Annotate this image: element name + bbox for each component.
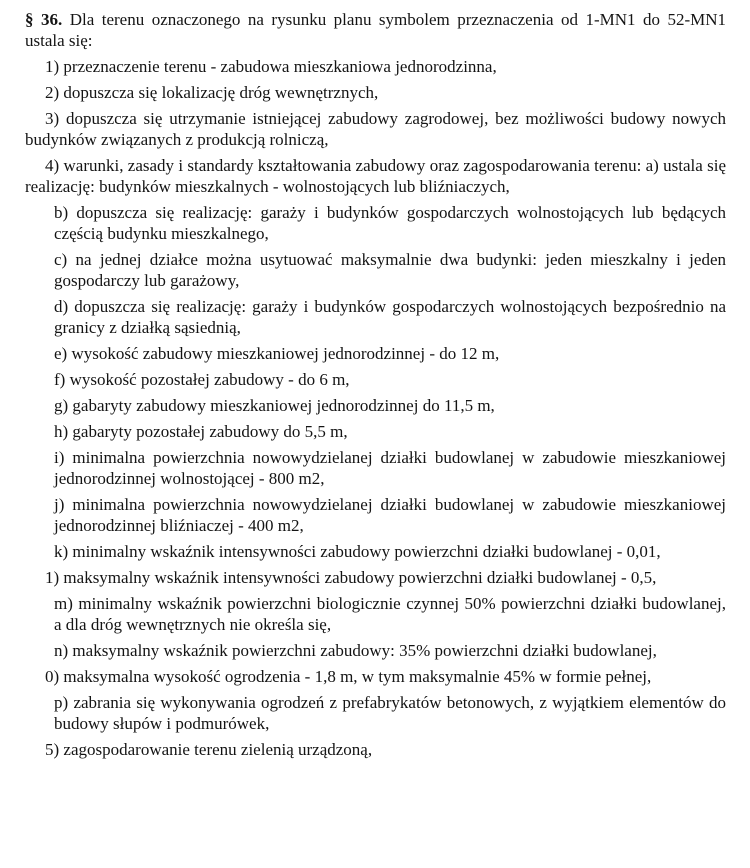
item-label: p) — [54, 693, 69, 712]
provision-item — [25, 56, 726, 77]
provision-item — [25, 739, 726, 760]
item-label: 1) — [45, 57, 60, 76]
provision-item — [25, 108, 726, 150]
item-text: minimalny wskaźnik intensywności zabudowy powierzchni działki budowlanej - 0,01, — [72, 542, 661, 561]
item-text: przeznaczenie terenu - zabudowa mieszkaniowa jednorodzinna, — [63, 57, 497, 76]
provision-item — [54, 541, 726, 562]
provision-item — [25, 155, 726, 197]
item-label: i) — [54, 448, 65, 467]
provision-item — [54, 296, 726, 338]
item-label: j) — [54, 495, 65, 514]
provision-item — [54, 421, 726, 442]
provision-item — [54, 640, 726, 661]
item-text: gabaryty pozostałej zabudowy do 5,5 m, — [72, 422, 348, 441]
item-text: wysokość zabudowy mieszkaniowej jednorodzinnej - do 12 m, — [71, 344, 500, 363]
paragraph-heading — [25, 9, 726, 51]
item-label: c) — [54, 250, 68, 269]
item-label: 5) — [45, 740, 60, 759]
provision-item — [54, 369, 726, 390]
provision-item — [54, 395, 726, 416]
item-text: minimalna powierzchnia nowowydzielanej działki budowlanej w zabudowie mieszkaniowej jednorodzinnej wolnostojącej - 800 m2, — [54, 448, 726, 488]
item-label: d) — [54, 297, 69, 316]
item-label: 4) — [45, 156, 60, 175]
item-text: wysokość pozostałej zabudowy - do 6 m, — [69, 370, 350, 389]
item-text: maksymalny wskaźnik powierzchni zabudowy: 35% powierzchni działki budowlanej, — [72, 641, 657, 660]
provision-item — [25, 666, 726, 687]
item-text: zabrania się wykonywania ogrodzeń z prefabrykatów betonowych, z wyjątkiem elementów do budowy słupów i podmurówek, — [54, 693, 727, 733]
item-text: gabaryty zabudowy mieszkaniowej jednorodzinnej do 11,5 m, — [72, 396, 495, 415]
provision-item — [25, 567, 726, 588]
item-label: k) — [54, 542, 69, 561]
item-label: h) — [54, 422, 69, 441]
item-text: maksymalny wskaźnik intensywności zabudowy powierzchni działki budowlanej - 0,5, — [63, 568, 657, 587]
item-label: 0) — [45, 667, 60, 686]
item-text: dopuszcza się realizację: garaży i budynków gospodarczych wolnostojących bezpośrednio na granicy z działką sąsiednią, — [54, 297, 726, 337]
provision-item — [54, 447, 726, 489]
item-label: 1) — [45, 568, 60, 587]
item-label: f) — [54, 370, 66, 389]
item-text: dopuszcza się realizację: garaży i budynków gospodarczych wolnostojących lub będących częścią budynku mieszkalnego, — [54, 203, 726, 243]
provision-list — [25, 56, 726, 760]
item-label: 3) — [45, 109, 60, 128]
item-label: e) — [54, 344, 68, 363]
heading-text: Dla terenu oznaczonego na rysunku planu symbolem przeznaczenia od 1-MN1 do 52-MN1 ustala się: — [25, 10, 727, 50]
provision-item — [54, 494, 726, 536]
item-text: minimalna powierzchnia nowowydzielanej działki budowlanej w zabudowie mieszkaniowej jednorodzinnej bliźniaczej - 400 m2, — [54, 495, 726, 535]
item-text: zagospodarowanie terenu zielenią urządzoną, — [63, 740, 373, 759]
item-label: b) — [54, 203, 69, 222]
item-text: minimalny wskaźnik powierzchni biologicznie czynnej 50% powierzchni działki budowlanej, a dla dróg wewnętrznych nie określa się, — [54, 594, 726, 634]
provision-item — [54, 343, 726, 364]
item-text: na jednej działce można usytuować maksymalnie dwa budynki: jeden mieszkalny i jeden gospodarczy lub garażowy, — [54, 250, 727, 290]
provision-item — [25, 82, 726, 103]
item-label: n) — [54, 641, 69, 660]
item-label: 2) — [45, 83, 60, 102]
provision-item — [54, 593, 726, 635]
item-text: warunki, zasady i standardy kształtowania zabudowy oraz zagospodarowania terenu: a) ustala się realizację: budynków mieszkalnych - wolnostojących lub bliźniaczych, — [25, 156, 727, 196]
item-text: maksymalna wysokość ogrodzenia - 1,8 m, w tym maksymalnie 45% w formie pełnej, — [63, 667, 652, 686]
provision-item — [54, 249, 726, 291]
provision-item — [54, 202, 726, 244]
item-text: dopuszcza się utrzymanie istniejącej zabudowy zagrodowej, bez możliwości budowy nowych budynków związanych z produkcją rolniczą, — [25, 109, 726, 149]
item-label: g) — [54, 396, 69, 415]
section-number: § 36. — [25, 10, 63, 29]
item-label: m) — [54, 594, 73, 613]
provision-item — [54, 692, 726, 734]
item-text: dopuszcza się lokalizację dróg wewnętrznych, — [63, 83, 379, 102]
